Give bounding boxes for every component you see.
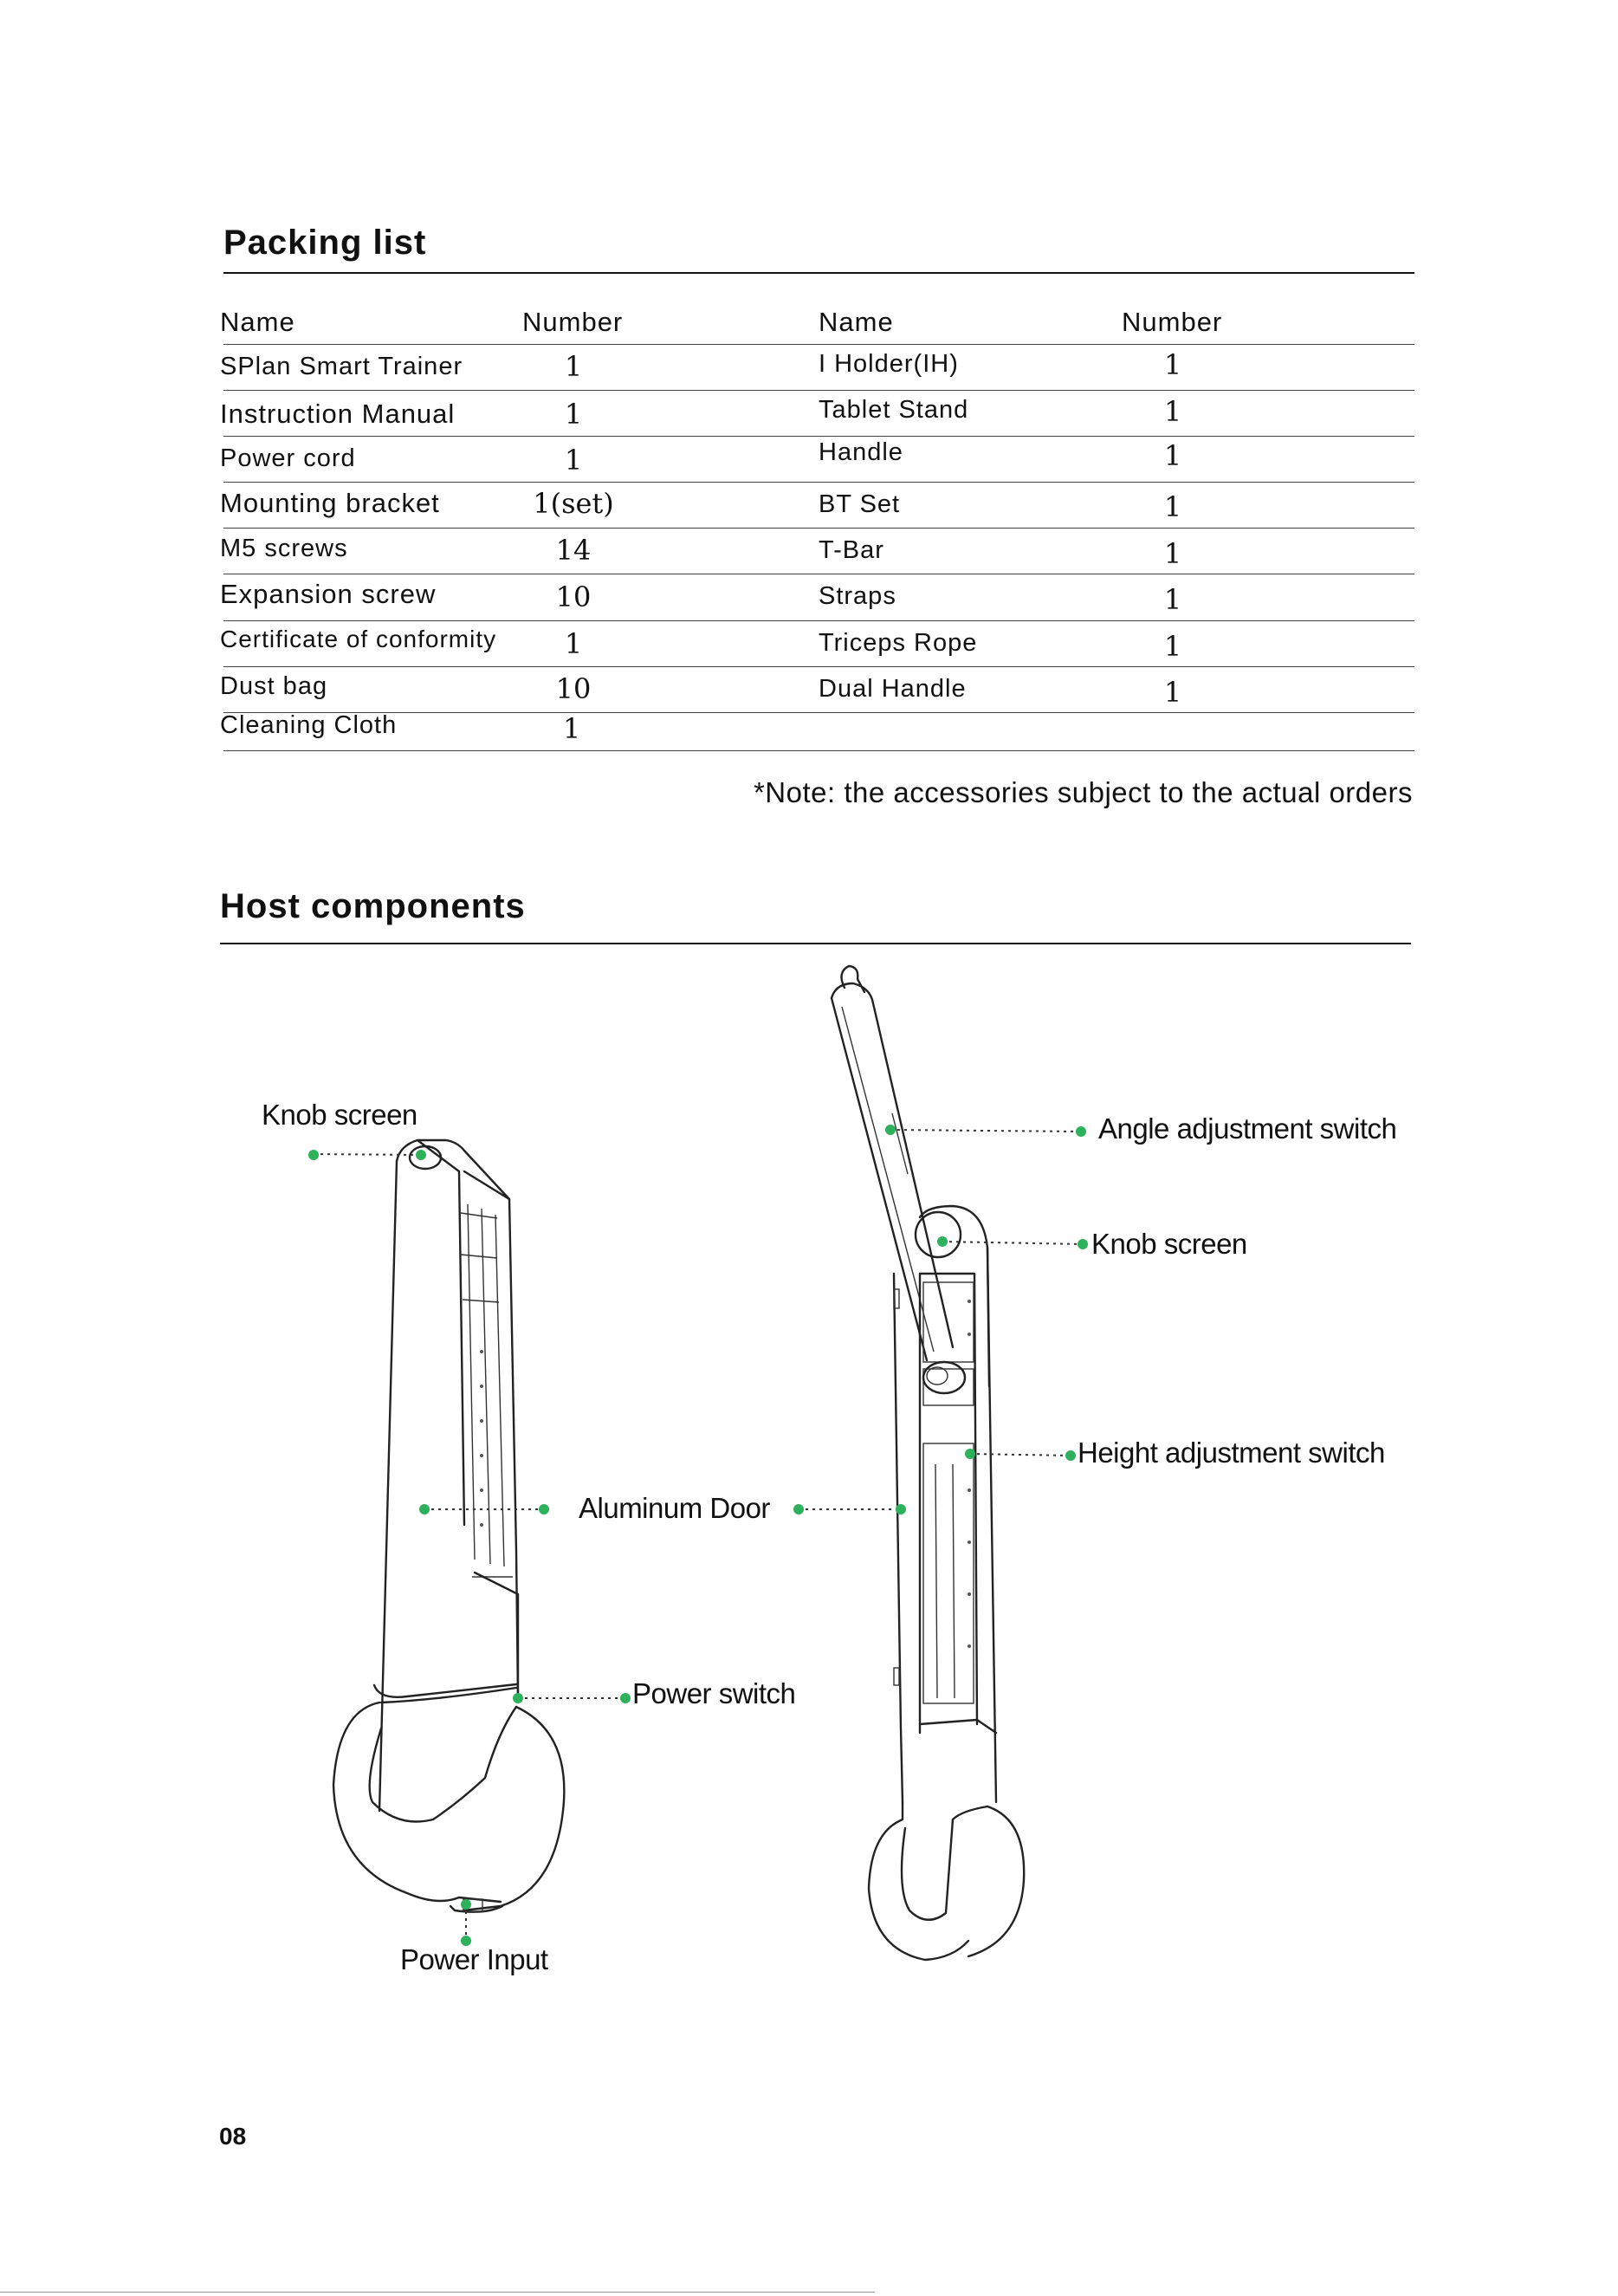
left-item-name: SPlan Smart Trainer [220,353,463,380]
callout-leaders [308,1125,1088,1946]
right-item-name: I Holder(IH) [819,350,959,378]
footer-rule [0,2292,875,2293]
right-device-drawing [832,966,1024,1960]
right-item-number: 1 [1163,676,1182,709]
right-item-name: Tablet Stand [819,396,969,424]
height-adjustment-switch-label: Height adjustment switch [1078,1437,1385,1469]
right-item-name: Triceps Rope [819,629,978,657]
left-item-number: 10 [555,580,592,613]
left-device-drawing [333,1140,564,1912]
left-item-number: 1 [564,398,583,431]
right-item-name: Dual Handle [819,675,967,703]
left-name-header: Name [220,307,295,337]
host-components-title: Host components [220,887,526,925]
knob-screen-label-right: Knob screen [1091,1228,1247,1260]
angle-adjustment-switch-label: Angle adjustment switch [1098,1112,1397,1145]
left-item-number: 1(set) [533,487,614,520]
left-item-number: 1 [564,627,583,660]
left-item-number: 1 [564,444,583,477]
right-item-name: T-Bar [819,536,884,564]
left-number-header: Number [522,307,624,337]
packing-list-title: Packing list [223,224,427,262]
page-number: 08 [219,2123,247,2150]
left-item-number: 1 [564,350,583,383]
accessories-note: *Note: the accessories subject to the actual orders [753,776,1413,808]
knob-screen-label-left: Knob screen [262,1099,417,1131]
right-name-header: Name [819,307,894,337]
right-item-name: Handle [819,438,903,466]
right-item-number: 1 [1163,583,1182,616]
right-item-number: 1 [1163,537,1182,570]
left-item-number: 1 [562,712,581,745]
power-input-label: Power Input [400,1943,548,1975]
right-item-number: 1 [1163,490,1182,523]
right-item-number: 1 [1163,348,1182,381]
right-item-name: BT Set [819,490,901,518]
left-item-number: 10 [555,672,592,705]
aluminum-door-label: Aluminum Door [579,1492,770,1524]
right-item-name: Straps [819,582,896,610]
right-item-number: 1 [1163,630,1182,663]
left-item-name: Power cord [220,444,356,472]
left-item-number: 14 [555,534,592,567]
left-item-name: Dust bag [220,672,328,700]
power-switch-label: Power switch [632,1677,796,1709]
right-item-number: 1 [1163,395,1182,428]
left-item-name: Certificate of conformity [220,626,497,652]
left-item-name: Cleaning Cloth [220,711,398,739]
right-item-number: 1 [1163,439,1182,472]
left-item-name: Expansion screw [220,579,437,609]
left-item-name: Mounting bracket [220,488,440,518]
right-number-header: Number [1122,307,1223,337]
left-item-name: Instruction Manual [220,399,456,429]
left-item-name: M5 screws [220,535,348,562]
